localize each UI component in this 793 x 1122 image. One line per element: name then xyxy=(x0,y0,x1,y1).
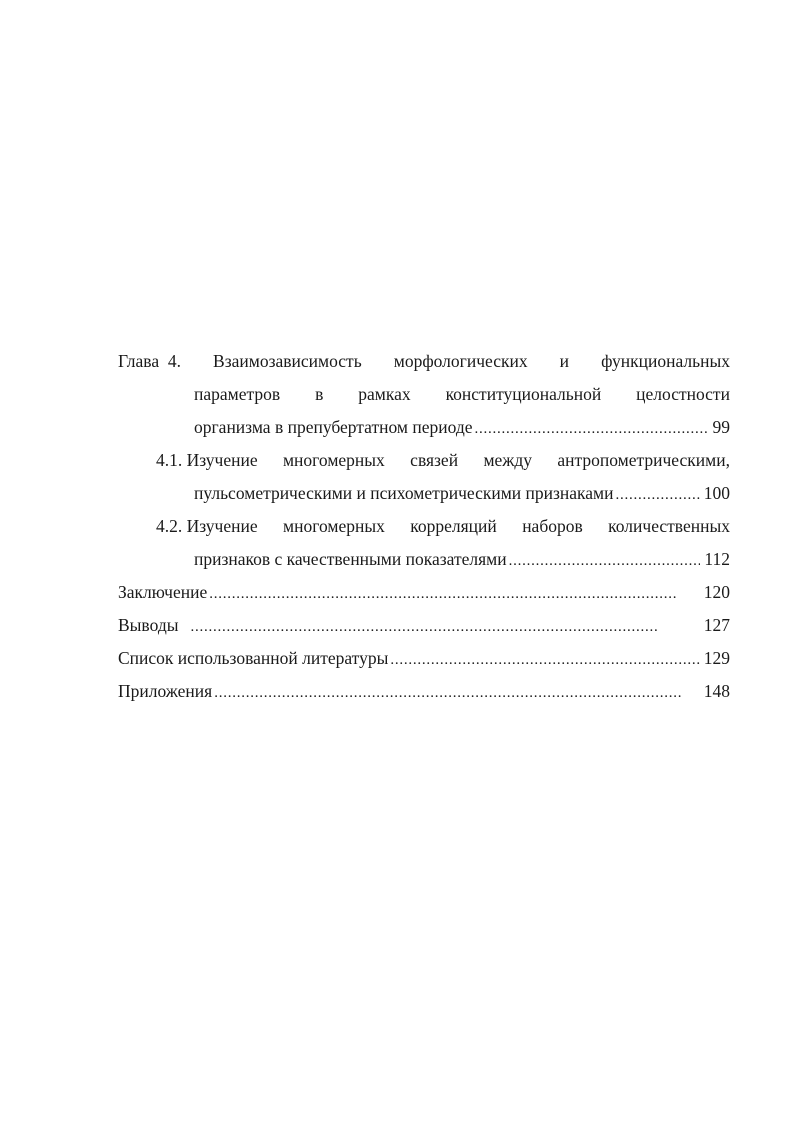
toc-references[interactable] xyxy=(118,642,730,675)
section-number: 4.2. xyxy=(156,516,183,536)
toc-section-4-2-line-2[interactable] xyxy=(118,543,730,576)
entry-label: Заключение xyxy=(118,582,208,602)
section-number: 4.1. xyxy=(156,450,183,470)
section-title-word: многомерных xyxy=(282,450,385,470)
page-number: 148 xyxy=(703,681,730,701)
section-title-word: наборов xyxy=(522,516,583,536)
chapter-label: Глава xyxy=(118,351,160,371)
chapter-title-end: организма в препубертатном периоде xyxy=(194,417,473,437)
toc-appendices[interactable] xyxy=(118,675,730,708)
section-title-word: Изучение xyxy=(186,516,258,536)
chapter-title-word: параметров xyxy=(194,384,281,404)
dot-leader xyxy=(214,675,700,708)
toc-section-4-1-line-1 xyxy=(118,444,730,477)
section-title-end: пульсометрическими и психометрическими признаками xyxy=(194,483,614,503)
chapter-title-word: морфологических xyxy=(393,351,528,371)
toc-findings[interactable] xyxy=(118,609,730,642)
section-number-first-word xyxy=(156,510,258,543)
page-number: 99 xyxy=(712,417,730,437)
chapter-title-word: рамках xyxy=(358,384,411,404)
section-title-word: между xyxy=(483,450,533,470)
toc-section-4-2-line-1 xyxy=(118,510,730,543)
chapter-title-word: целостности xyxy=(636,384,730,404)
section-title-end: признаков с качественными показателями xyxy=(194,549,507,569)
dot-leader xyxy=(190,609,699,642)
toc-chapter-4-line-2 xyxy=(118,378,730,411)
dot-leader xyxy=(616,477,700,510)
section-title-word: связей xyxy=(410,450,459,470)
entry-label: Выводы xyxy=(118,615,179,635)
page-number: 127 xyxy=(703,615,730,635)
page-number: 120 xyxy=(703,582,730,602)
chapter-title-word: конституциональной xyxy=(445,384,602,404)
table-of-contents xyxy=(118,345,730,708)
page-number: 112 xyxy=(704,549,730,569)
chapter-number: 4. xyxy=(167,351,181,371)
chapter-title-word: Взаимозависимость xyxy=(213,351,362,371)
section-title-word: количественных xyxy=(608,516,730,536)
chapter-title-word: функциональных xyxy=(601,351,730,371)
section-title-word: корреляций xyxy=(410,516,497,536)
section-number-first-word xyxy=(156,444,258,477)
dot-leader xyxy=(475,411,709,444)
page-number: 129 xyxy=(703,648,730,668)
entry-label: Приложения xyxy=(118,681,213,701)
toc-section-4-1-line-2[interactable] xyxy=(118,477,730,510)
chapter-title-word: и xyxy=(559,351,570,371)
chapter-label-number xyxy=(118,345,181,378)
dot-leader xyxy=(509,543,701,576)
entry-label: Список использованной литературы xyxy=(118,648,389,668)
chapter-title-word: в xyxy=(315,384,324,404)
toc-conclusion[interactable] xyxy=(118,576,730,609)
section-title-word: Изучение xyxy=(186,450,258,470)
toc-chapter-4-line-3[interactable] xyxy=(118,411,730,444)
toc-chapter-4-line-1 xyxy=(118,345,730,378)
dot-leader xyxy=(390,642,699,675)
section-title-word: антропометрическими, xyxy=(557,450,730,470)
section-title-word: многомерных xyxy=(283,516,385,536)
dot-leader xyxy=(209,576,700,609)
page-number: 100 xyxy=(703,483,730,503)
